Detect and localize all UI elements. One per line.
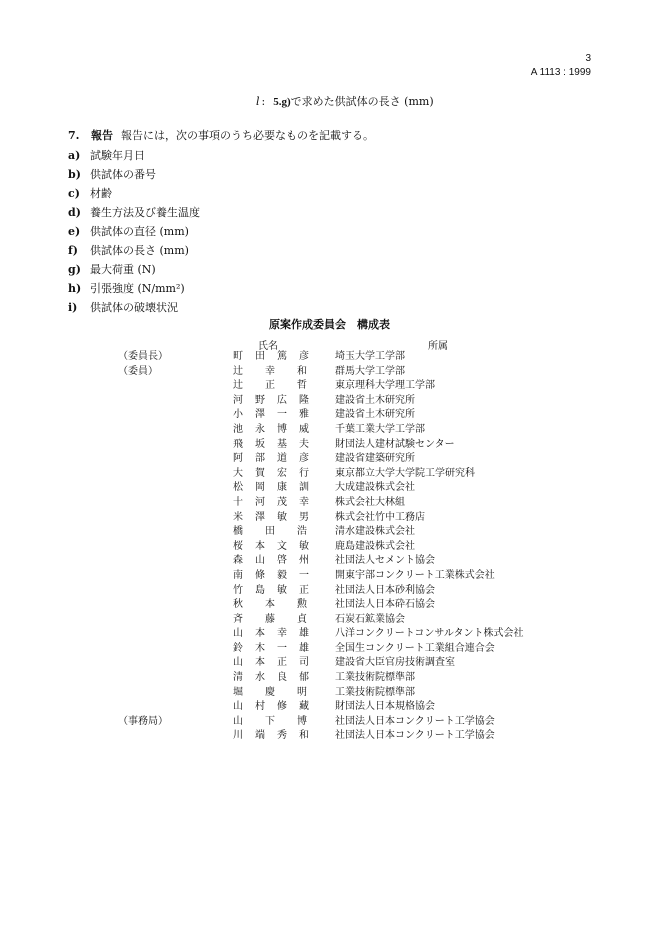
section-title: 報告 [91,129,113,142]
member-affiliation: 財団法人建材試験センター [335,438,455,450]
member-affiliation: 群馬大学工学部 [335,365,405,377]
member-name: 松岡康訓 [233,482,321,494]
item-label: i) [68,301,78,314]
committee-title: 原案作成委員会 構成表 [269,318,390,331]
table-row [0,715,659,730]
member-name: 米澤敏男 [233,511,321,523]
table-row [0,700,659,715]
item-text: 材齢 [90,187,112,200]
member-name: 斉藤貞 [233,613,329,625]
item-text: 養生方法及び養生温度 [90,206,200,219]
list-item [68,203,200,222]
member-affiliation: 鹿島建設株式会社 [335,540,415,552]
table-row [0,613,659,628]
report-items-list [68,146,200,317]
member-affiliation: 石炭石鉱業協会 [335,613,405,625]
page-header [531,52,591,80]
list-item [68,146,200,165]
member-name: 飛坂基夫 [233,438,321,450]
table-row [0,540,659,555]
list-item [68,298,200,317]
table-row [0,569,659,584]
table-row [0,598,659,613]
table-row [0,642,659,657]
member-affiliation: 埼玉大学工学部 [335,351,405,362]
member-name: 南條毅一 [233,569,321,581]
table-row [0,525,659,540]
equation-legend [256,93,434,109]
member-affiliation: 清水建設株式会社 [335,526,415,538]
item-label: h) [68,282,82,295]
member-name: 森山啓州 [233,555,321,567]
member-affiliation: 全国生コンクリート工業組合連合会 [335,642,495,654]
member-affiliation: 東京都立大学大学院工学研究科 [335,467,475,479]
member-affiliation: 開東宇部コンクリート工業株式会社 [335,569,495,581]
member-affiliation: 建設省土木研究所 [335,409,415,421]
item-label: e) [68,225,81,238]
member-name: 山下博 [233,715,329,727]
item-label: d) [68,206,81,219]
table-row [0,627,659,642]
legend-text: で求めた供試体の長さ (mm) [290,95,434,108]
table-row [0,423,659,438]
committee-members-table [0,350,659,744]
member-affiliation: 社団法人日本砕石協会 [335,599,435,611]
member-affiliation: 東京理科大学理工学部 [335,380,435,392]
item-text: 最大荷重 (N) [90,263,156,276]
member-name: 桜本文敏 [233,540,321,552]
table-row [0,394,659,409]
table-row [0,671,659,686]
legend-reference: 5.g) [273,96,291,108]
list-item [68,165,200,184]
section-text: 報告には，次の事項のうち必要なものを記載する。 [121,129,374,142]
member-affiliation: 社団法人セメント協会 [335,555,435,567]
item-text: 供試体の長さ (mm) [90,244,189,257]
table-row [0,554,659,569]
list-item [68,260,200,279]
member-name: 河野広隆 [233,394,321,406]
table-row [0,365,659,380]
member-name: 阿部道彦 [233,453,321,465]
table-row [0,408,659,423]
member-name: 町田篤彦 [233,351,321,362]
list-item [68,241,200,260]
table-row [0,584,659,599]
table-row [0,656,659,671]
item-label: a) [68,149,81,162]
member-role: （委員長） [118,351,168,362]
table-row [0,496,659,511]
table-row [0,686,659,701]
member-name: 大賀宏行 [233,467,321,479]
member-name: 辻正哲 [233,380,329,392]
member-affiliation: 社団法人日本コンクリート工学協会 [335,730,495,742]
member-affiliation: 大成建設株式会社 [335,482,415,494]
member-affiliation: 財団法人日本規格協会 [335,701,435,713]
member-affiliation: 建設省大臣官房技術調査室 [335,657,455,669]
member-name: 辻幸和 [233,365,329,377]
member-name: 秋本勲 [233,599,329,611]
member-role: （委員） [118,365,158,377]
member-affiliation: 建設省土木研究所 [335,394,415,406]
column-header-name: 氏名 [258,341,278,352]
member-role: （事務局） [118,715,168,727]
list-item [68,279,200,298]
member-affiliation: 株式会社大林組 [335,496,405,508]
item-label: g) [68,263,81,276]
table-row [0,481,659,496]
member-affiliation: 株式会社竹中工務店 [335,511,425,523]
list-item [68,184,200,203]
item-label: b) [68,168,81,181]
item-text: 供試体の直径 (mm) [90,225,189,238]
member-name: 川端秀和 [233,730,321,742]
member-affiliation: 工業技術院標準部 [335,672,415,684]
item-text: 供試体の破壊状況 [90,301,178,314]
table-row [0,438,659,453]
legend-separator: : [261,95,266,108]
member-name: 山村修藏 [233,701,321,713]
table-row [0,467,659,482]
member-name: 橋田浩 [233,526,329,538]
legend-symbol: l [256,95,260,108]
item-text: 供試体の番号 [90,168,156,181]
member-name: 小澤一雅 [233,409,321,421]
section-number: 7. [68,129,80,142]
member-name: 堀慶明 [233,686,329,698]
member-name: 竹島敏正 [233,584,321,596]
table-row [0,350,659,365]
item-label: f) [68,244,78,257]
table-row [0,729,659,744]
member-name: 池永博威 [233,423,321,435]
member-name: 十河茂幸 [233,496,321,508]
member-affiliation: 八洋コンクリートコンサルタント株式会社 [335,628,524,640]
item-text: 引張強度 (N/mm²) [90,282,185,295]
page-number: 3 [585,53,591,64]
standard-id: A 1113 : 1999 [530,67,591,78]
member-name: 清水良郁 [233,672,321,684]
table-row [0,511,659,526]
table-row [0,452,659,467]
section-heading [68,127,374,143]
member-name: 山本幸雄 [233,628,321,640]
table-row [0,379,659,394]
column-header-affiliation: 所属 [428,341,448,352]
member-affiliation: 千葉工業大学工学部 [335,423,425,435]
member-affiliation: 社団法人日本コンクリート工学協会 [335,715,495,727]
member-affiliation: 社団法人日本砂利協会 [335,584,435,596]
list-item [68,222,200,241]
member-name: 山本正司 [233,657,321,669]
item-label: c) [68,187,80,200]
member-affiliation: 工業技術院標準部 [335,686,415,698]
member-affiliation: 建設省建築研究所 [335,453,415,465]
member-name: 鈴木一雄 [233,642,321,654]
item-text: 試験年月日 [90,149,145,162]
